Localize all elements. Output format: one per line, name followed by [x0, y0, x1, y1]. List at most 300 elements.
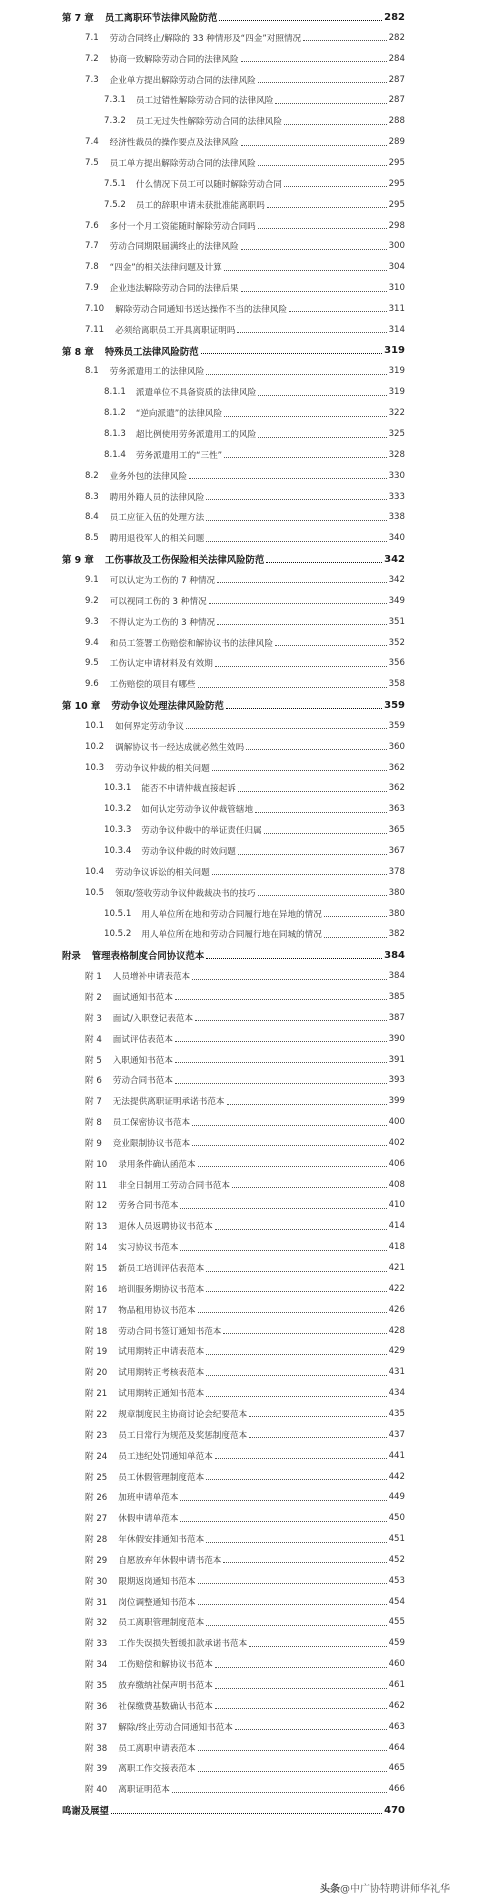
- toc-entry-page-number: 428: [388, 1325, 405, 1336]
- toc-entry-page-number: 450: [388, 1513, 405, 1524]
- toc-entry-page-number: 349: [388, 595, 405, 606]
- toc-entry-page-number: 319: [388, 387, 405, 398]
- toc-entry[interactable]: [85, 278, 405, 298]
- toc-entry[interactable]: [85, 1487, 405, 1507]
- toc-entry-title: 员工违纪处罚通知单范本: [118, 1451, 213, 1462]
- toc-entry-page-number: 378: [388, 866, 405, 877]
- toc-entry[interactable]: [85, 1446, 405, 1466]
- dot-leader: [206, 1354, 386, 1355]
- toc-entry[interactable]: [85, 299, 405, 319]
- dot-leader: [195, 1020, 387, 1021]
- toc-entry[interactable]: [85, 1279, 405, 1299]
- toc-entry[interactable]: [85, 1112, 405, 1132]
- dot-leader: [198, 1312, 387, 1313]
- toc-entry[interactable]: [104, 174, 405, 194]
- dot-leader: [192, 1145, 386, 1146]
- toc-entry[interactable]: [104, 195, 405, 215]
- toc-entry-number: 附 16: [85, 1284, 108, 1295]
- toc-entry-number: 7.5: [85, 157, 99, 168]
- toc-entry-page-number: 455: [388, 1617, 405, 1628]
- toc-entry-title: 劳动合同终止/解除的 33 种情形及“四金”对照情况: [109, 33, 302, 44]
- toc-entry-title: 必须给离职员工开具离职证明吗: [115, 325, 236, 336]
- toc-entry-number: 附 26: [85, 1493, 108, 1504]
- toc-entry[interactable]: [85, 987, 405, 1007]
- toc-entry-title: 工伤赔偿和解协议书范本: [118, 1660, 213, 1671]
- toc-entry[interactable]: [85, 1383, 405, 1403]
- dot-leader: [241, 291, 387, 292]
- toc-entry[interactable]: [85, 257, 405, 277]
- toc-entry-page-number: 365: [388, 825, 405, 836]
- toc-entry-title: 劳动合同书签订通知书范本: [118, 1326, 222, 1337]
- toc-entry-number: 10.3.4: [104, 846, 132, 856]
- toc-entry-title: “逆向派遣”的法律风险: [135, 409, 223, 420]
- toc-entry[interactable]: [85, 1050, 405, 1070]
- toc-entry-page-number: 410: [388, 1200, 405, 1211]
- toc-entry-page-number: 441: [388, 1450, 405, 1461]
- toc-entry[interactable]: [85, 236, 405, 256]
- toc-entry-number: 9.2: [85, 595, 99, 606]
- toc-entry-title: 工伤认定申请材料及有效期: [109, 659, 213, 670]
- toc-entry[interactable]: [104, 90, 405, 110]
- dot-leader: [206, 520, 386, 521]
- toc-entry[interactable]: [85, 1175, 405, 1195]
- toc-entry-page-number: 426: [388, 1304, 405, 1315]
- toc-entry-title: 实习协议书范本: [118, 1243, 179, 1254]
- toc-entry[interactable]: [85, 1675, 405, 1695]
- dot-leader: [324, 937, 387, 938]
- toc-entry-number: 9.5: [85, 658, 99, 669]
- toc-entry-page-number: 422: [388, 1283, 405, 1294]
- dot-leader: [189, 478, 387, 479]
- toc-entry-title: 不得认定为工伤的 3 种情况: [109, 617, 216, 628]
- toc-entry[interactable]: [85, 216, 405, 236]
- toc-entry-page-number: 387: [388, 1012, 405, 1023]
- toc-entry-page-number: 352: [388, 637, 405, 648]
- dot-leader: [206, 499, 386, 500]
- toc-entry[interactable]: [104, 403, 405, 423]
- toc-entry-number: 8.1: [85, 366, 99, 377]
- toc-entry-title: 特殊员工法律风险防范: [104, 346, 199, 358]
- toc-entry-page-number: 340: [388, 533, 405, 544]
- toc-entry-number: 7.9: [85, 283, 99, 294]
- toc-entry-page-number: 454: [388, 1596, 405, 1607]
- toc-entry-page-number: 322: [388, 408, 405, 419]
- toc-entry-number: 10.3.1: [104, 783, 132, 794]
- toc-entry[interactable]: [85, 1216, 405, 1236]
- toc-chapter-entry[interactable]: [62, 695, 405, 715]
- watermark: [320, 1880, 450, 1895]
- toc-entry-title: 工作失误损失暂缓扣款承诺书范本: [118, 1639, 248, 1650]
- toc-entry[interactable]: [104, 382, 405, 402]
- toc-entry-number: 附 39: [85, 1764, 108, 1775]
- toc-entry-page-number: 338: [388, 512, 405, 523]
- toc-entry-page-number: 360: [388, 741, 405, 752]
- toc-entry[interactable]: [85, 153, 405, 173]
- toc-entry[interactable]: [85, 1738, 405, 1758]
- toc-entry-page-number: 289: [388, 137, 405, 148]
- toc-entry-page-number: 460: [388, 1659, 405, 1670]
- toc-entry-title: 可以视同工伤的 3 种情况: [109, 596, 207, 607]
- toc-entry[interactable]: [85, 70, 405, 90]
- dot-leader: [215, 666, 387, 667]
- dot-leader: [264, 833, 387, 834]
- dot-leader: [209, 603, 387, 604]
- toc-chapter-entry[interactable]: [62, 7, 405, 27]
- toc-entry[interactable]: [85, 737, 405, 757]
- toc-entry-page-number: 367: [388, 846, 405, 856]
- dot-leader: [206, 1291, 386, 1292]
- dot-leader: [241, 61, 387, 62]
- toc-entry[interactable]: [85, 883, 405, 903]
- toc-entry-title: 用人单位所在地和劳动合同履行地在异地的情况: [141, 909, 322, 920]
- toc-entry-number: 附 22: [85, 1409, 108, 1420]
- toc-entry[interactable]: [85, 1404, 405, 1424]
- toc-entry-number: 8.1.3: [104, 429, 126, 439]
- toc-chapter-entry[interactable]: [62, 945, 405, 965]
- toc-entry-title: 超比例使用劳务派遣用工的风险: [135, 430, 257, 440]
- toc-entry-page-number: 311: [388, 303, 405, 314]
- toc-entry-number: 7.3.2: [104, 116, 126, 127]
- toc-entry-number: 附 29: [85, 1555, 108, 1566]
- dot-leader: [275, 103, 386, 104]
- toc-entry-number: 附 31: [85, 1597, 108, 1608]
- toc-entry-title: 劳务合同书范本: [118, 1201, 179, 1212]
- toc-entry-page-number: 342: [388, 574, 405, 585]
- toc-entry[interactable]: [85, 1571, 405, 1591]
- toc-entry-number: 7.1: [85, 32, 99, 43]
- toc-entry-number: 附 18: [85, 1326, 108, 1337]
- toc-entry-title: 员工无过失性解除劳动合同的法律风险: [135, 117, 282, 128]
- dot-leader: [206, 1542, 386, 1543]
- toc-entry[interactable]: [85, 1779, 405, 1799]
- toc-entry-page-number: 466: [388, 1784, 405, 1795]
- toc-entry-number: 7.11: [85, 324, 105, 335]
- toc-entry-number: 附 27: [85, 1514, 108, 1525]
- toc-entry-title: 自愿放弃年休假申请书范本: [118, 1555, 222, 1566]
- dot-leader: [223, 1333, 386, 1334]
- toc-entry-number: 附 23: [85, 1430, 108, 1441]
- toc-entry[interactable]: [85, 1321, 405, 1341]
- toc-entry[interactable]: [104, 799, 405, 819]
- toc-entry[interactable]: [85, 507, 405, 527]
- toc-entry-page-number: 465: [388, 1763, 405, 1774]
- dot-leader: [217, 624, 386, 625]
- toc-entry[interactable]: [85, 49, 405, 69]
- toc-entry[interactable]: [85, 674, 405, 694]
- dot-leader: [266, 562, 382, 563]
- dot-leader: [275, 645, 387, 646]
- toc-entry-page-number: 408: [388, 1179, 405, 1190]
- toc-entry[interactable]: [85, 633, 405, 653]
- toc-entry-page-number: 304: [388, 262, 405, 273]
- toc-chapter-entry[interactable]: [62, 341, 405, 361]
- toc-entry-title: 协商一致解除劳动合同的法律风险: [109, 54, 239, 65]
- toc-entry-number: 7.2: [85, 53, 99, 64]
- toc-entry-title: 劳动争议仲裁的相关问题: [115, 763, 210, 774]
- dot-leader: [284, 186, 387, 187]
- toc-entry-title: 管理表格制度合同协议范本: [91, 951, 205, 963]
- toc-entry[interactable]: [85, 1717, 405, 1737]
- toc-entry[interactable]: [85, 1029, 405, 1049]
- toc-entry[interactable]: [85, 1508, 405, 1528]
- toc-entry[interactable]: [85, 1341, 405, 1361]
- toc-entry-title: 加班申请单范本: [118, 1493, 179, 1504]
- toc-entry-page-number: 470: [384, 1804, 405, 1816]
- toc-entry[interactable]: [85, 1154, 405, 1174]
- toc-entry-title: 新员工培训评估表范本: [118, 1264, 205, 1274]
- toc-entry[interactable]: [85, 758, 405, 778]
- toc-entry[interactable]: [85, 1592, 405, 1612]
- toc-entry-title: 岗位调整通知书范本: [118, 1597, 196, 1608]
- toc-entry-page-number: 462: [388, 1700, 405, 1711]
- toc-entry[interactable]: [85, 28, 405, 48]
- dot-leader: [241, 145, 387, 146]
- toc-entry-number: 10.4: [85, 866, 105, 877]
- toc-entry-title: 工伤赔偿的项目有哪些: [109, 680, 196, 691]
- toc-entry-page-number: 384: [388, 971, 405, 982]
- toc-entry[interactable]: [104, 445, 405, 465]
- toc-entry[interactable]: [85, 1362, 405, 1382]
- toc-entry-number: 附 38: [85, 1743, 108, 1754]
- toc-entry-page-number: 418: [388, 1242, 405, 1253]
- toc-entry[interactable]: [85, 466, 405, 486]
- toc-entry-number: 附 17: [85, 1305, 108, 1316]
- toc-entry[interactable]: [85, 1237, 405, 1257]
- toc-entry[interactable]: [85, 1654, 405, 1674]
- toc-entry[interactable]: [85, 862, 405, 882]
- toc-entry-number: 第 9 章: [62, 555, 94, 567]
- toc-entry-page-number: 359: [384, 699, 405, 711]
- dot-leader: [217, 582, 386, 583]
- toc-entry-title: 休假申请单范本: [118, 1514, 179, 1525]
- toc-entry-page-number: 384: [384, 949, 405, 961]
- toc-entry[interactable]: [85, 1195, 405, 1215]
- toc-entry-title: 年休假安排通知书范本: [118, 1535, 205, 1546]
- dot-leader: [258, 165, 387, 166]
- dot-leader: [241, 249, 387, 250]
- toc-entry-number: 附 1: [85, 972, 102, 983]
- toc-entry-page-number: 385: [388, 991, 405, 1002]
- toc-entry[interactable]: [85, 361, 405, 381]
- toc-entry[interactable]: [85, 966, 405, 986]
- toc-chapter-entry[interactable]: [62, 549, 405, 569]
- toc-entry[interactable]: [85, 591, 405, 611]
- toc-entry-number: 附 21: [85, 1389, 108, 1400]
- toc-entry-number: 附 40: [85, 1785, 108, 1796]
- toc-entry[interactable]: [85, 716, 405, 736]
- toc-entry[interactable]: [85, 1258, 405, 1278]
- dot-leader: [238, 791, 387, 792]
- toc-entry-number: 10.5: [85, 887, 105, 898]
- toc-entry-number: 附 3: [85, 1013, 102, 1024]
- dot-leader: [180, 1500, 386, 1501]
- toc-entry-number: 附 8: [85, 1118, 102, 1129]
- dot-leader: [238, 854, 387, 855]
- dot-leader: [246, 749, 387, 750]
- toc-entry[interactable]: [85, 320, 405, 340]
- toc-entry[interactable]: [85, 528, 405, 548]
- toc-entry-page-number: 453: [388, 1575, 405, 1586]
- toc-entry[interactable]: [85, 1633, 405, 1653]
- toc-entry-title: 如何认定劳动争议仲裁管辖地: [141, 805, 254, 816]
- toc-entry-number: 附 13: [85, 1222, 108, 1233]
- toc-entry-title: 经济性裁员的操作要点及法律风险: [109, 138, 239, 149]
- toc-entry-number: 10.2: [85, 741, 105, 752]
- toc-entry-page-number: 363: [388, 804, 405, 815]
- toc-entry-page-number: 282: [384, 11, 405, 23]
- toc-entry[interactable]: [85, 1133, 405, 1153]
- toc-entry-title: 员工离职申请表范本: [118, 1743, 196, 1754]
- toc-entry[interactable]: [85, 570, 405, 590]
- toc-entry-number: 8.4: [85, 512, 99, 523]
- toc-entry-title: 派遣单位不具备资质的法律风险: [135, 388, 257, 399]
- toc-entry-number: 附 28: [85, 1535, 108, 1546]
- toc-entry-title: 员工离职环节法律风险防范: [104, 13, 218, 24]
- toc-entry-title: 员工的辞职申请未获批准能离职吗: [135, 200, 265, 211]
- toc-entry-page-number: 282: [388, 32, 405, 43]
- toc-entry-page-number: 421: [388, 1263, 405, 1273]
- toc-entry-title: 物品租用协议书范本: [118, 1305, 196, 1316]
- toc-entry-page-number: 400: [388, 1117, 405, 1128]
- toc-entry[interactable]: [85, 612, 405, 632]
- toc-entry[interactable]: [85, 653, 405, 673]
- toc-entry-title: 劳动合同期限届满终止的法律风险: [109, 242, 239, 253]
- toc-entry-number: 7.3: [85, 74, 99, 85]
- toc-entry[interactable]: [85, 487, 405, 507]
- toc-entry-page-number: 362: [388, 762, 405, 773]
- toc-entry-title: “四金”的相关法律问题及计算: [109, 263, 222, 274]
- toc-entry-page-number: 437: [388, 1429, 405, 1440]
- dot-leader: [223, 1562, 386, 1563]
- toc-entry-number: 附 24: [85, 1451, 108, 1462]
- toc-entry[interactable]: [104, 111, 405, 131]
- toc-entry-title: 限期返岗通知书范本: [118, 1576, 196, 1587]
- dot-leader: [198, 1750, 387, 1751]
- toc-entry-page-number: 399: [388, 1096, 405, 1107]
- toc-entry-page-number: 390: [388, 1033, 405, 1044]
- toc-entry-title: 员工单方提出解除劳动合同的法律风险: [109, 158, 256, 169]
- toc-entry[interactable]: [104, 904, 405, 924]
- toc-entry-title: 业务外包的法律风险: [109, 471, 188, 482]
- toc-entry-page-number: 319: [384, 345, 405, 357]
- toc-entry[interactable]: [85, 1300, 405, 1320]
- toc-entry[interactable]: [104, 778, 405, 798]
- toc-entry[interactable]: [104, 841, 405, 861]
- toc-entry[interactable]: [85, 1091, 405, 1111]
- toc-entry-page-number: 435: [388, 1408, 405, 1419]
- toc-entry-number: 10.3.3: [104, 825, 132, 836]
- dot-leader: [215, 1458, 387, 1459]
- toc-entry-title: 试用期转正考核表范本: [118, 1368, 205, 1379]
- toc-entry-page-number: 431: [388, 1367, 405, 1378]
- toc-entry-number: 附 4: [85, 1034, 102, 1045]
- toc-entry-number: 附 2: [85, 992, 102, 1003]
- toc-entry[interactable]: [104, 424, 405, 444]
- toc-entry-page-number: 295: [388, 157, 405, 168]
- toc-entry-title: 劳动争议处理法律风险防范: [111, 701, 224, 713]
- toc-entry-page-number: 287: [388, 74, 405, 85]
- dot-leader: [212, 874, 387, 875]
- dot-leader: [303, 40, 386, 41]
- dot-leader: [192, 1125, 386, 1126]
- toc-entry-title: 劳动争议诉讼的相关问题: [115, 867, 210, 878]
- toc-entry[interactable]: [104, 924, 405, 944]
- toc-entry-title: 离职证明范本: [118, 1785, 170, 1796]
- toc-entry[interactable]: [85, 1529, 405, 1549]
- toc-entry[interactable]: [85, 1008, 405, 1028]
- dot-leader: [324, 916, 387, 917]
- toc-entry-number: 7.6: [85, 220, 99, 231]
- toc-entry[interactable]: [85, 1758, 405, 1778]
- toc-chapter-entry[interactable]: [62, 1800, 405, 1820]
- toc-entry[interactable]: [85, 1070, 405, 1090]
- toc-entry-number: 附 12: [85, 1201, 108, 1212]
- toc-entry-page-number: 380: [388, 887, 405, 898]
- toc-entry-title: 劳动合同书范本: [112, 1076, 173, 1087]
- toc-entry-number: 10.3.2: [104, 804, 132, 815]
- toc-entry-number: 7.5.2: [104, 199, 126, 210]
- toc-entry-number: 8.1.4: [104, 449, 126, 460]
- dot-leader: [255, 812, 387, 813]
- toc-entry-title: 和员工签署工伤赔偿和解协议书的法律风险: [109, 638, 273, 649]
- toc-entry-title: 录用条件确认函范本: [118, 1159, 196, 1170]
- toc-entry[interactable]: [104, 820, 405, 840]
- toc-entry-title: 规章制度民主协商讨论会纪要范本: [118, 1409, 248, 1420]
- toc-entry-title: 竞业限制协议书范本: [112, 1138, 191, 1149]
- dot-leader: [258, 437, 386, 438]
- toc-entry-number: 9.3: [85, 616, 99, 627]
- toc-entry-number: 10.5.1: [104, 908, 132, 919]
- toc-entry-page-number: 325: [388, 429, 405, 439]
- toc-entry-title: 工伤事故及工伤保险相关法律风险防范: [104, 555, 265, 567]
- toc-entry-title: 面试/入职登记表范本: [112, 1013, 194, 1024]
- toc-entry-page-number: 452: [388, 1554, 405, 1565]
- toc-entry-page-number: 434: [388, 1388, 405, 1399]
- toc-entry-number: 8.3: [85, 491, 99, 502]
- toc-entry[interactable]: [85, 132, 405, 152]
- toc-entry-number: 8.1.2: [104, 408, 126, 419]
- toc-entry[interactable]: [85, 1425, 405, 1445]
- toc-entry[interactable]: [85, 1696, 405, 1716]
- toc-entry-page-number: 295: [388, 178, 405, 189]
- toc-entry-page-number: 319: [388, 366, 405, 377]
- toc-entry-title: 员工保密协议书范本: [112, 1118, 191, 1129]
- toc-entry-page-number: 356: [388, 658, 405, 669]
- toc-entry-page-number: 459: [388, 1638, 405, 1649]
- toc-entry-page-number: 393: [388, 1075, 405, 1086]
- toc-entry[interactable]: [85, 1550, 405, 1570]
- dot-leader: [198, 1604, 387, 1605]
- toc-entry-page-number: 451: [388, 1534, 405, 1545]
- dot-leader: [224, 457, 386, 458]
- toc-entry-number: 附 25: [85, 1472, 108, 1483]
- toc-entry-number: 9.6: [85, 679, 99, 690]
- dot-leader: [206, 374, 386, 375]
- toc-entry-number: 7.4: [85, 137, 99, 148]
- toc-entry[interactable]: [85, 1467, 405, 1487]
- toc-entry-number: 附 10: [85, 1159, 108, 1170]
- toc-entry-number: 附 9: [85, 1138, 102, 1149]
- toc-entry-page-number: 449: [388, 1492, 405, 1503]
- toc-entry-page-number: 328: [388, 449, 405, 460]
- toc-entry-title: 放弃缴纳社保声明书范本: [118, 1681, 213, 1691]
- dot-leader: [180, 1250, 386, 1251]
- toc-entry[interactable]: [85, 1612, 405, 1632]
- dot-leader: [224, 270, 387, 271]
- dot-leader: [198, 687, 387, 688]
- dot-leader: [206, 1271, 386, 1272]
- dot-leader: [180, 1208, 386, 1209]
